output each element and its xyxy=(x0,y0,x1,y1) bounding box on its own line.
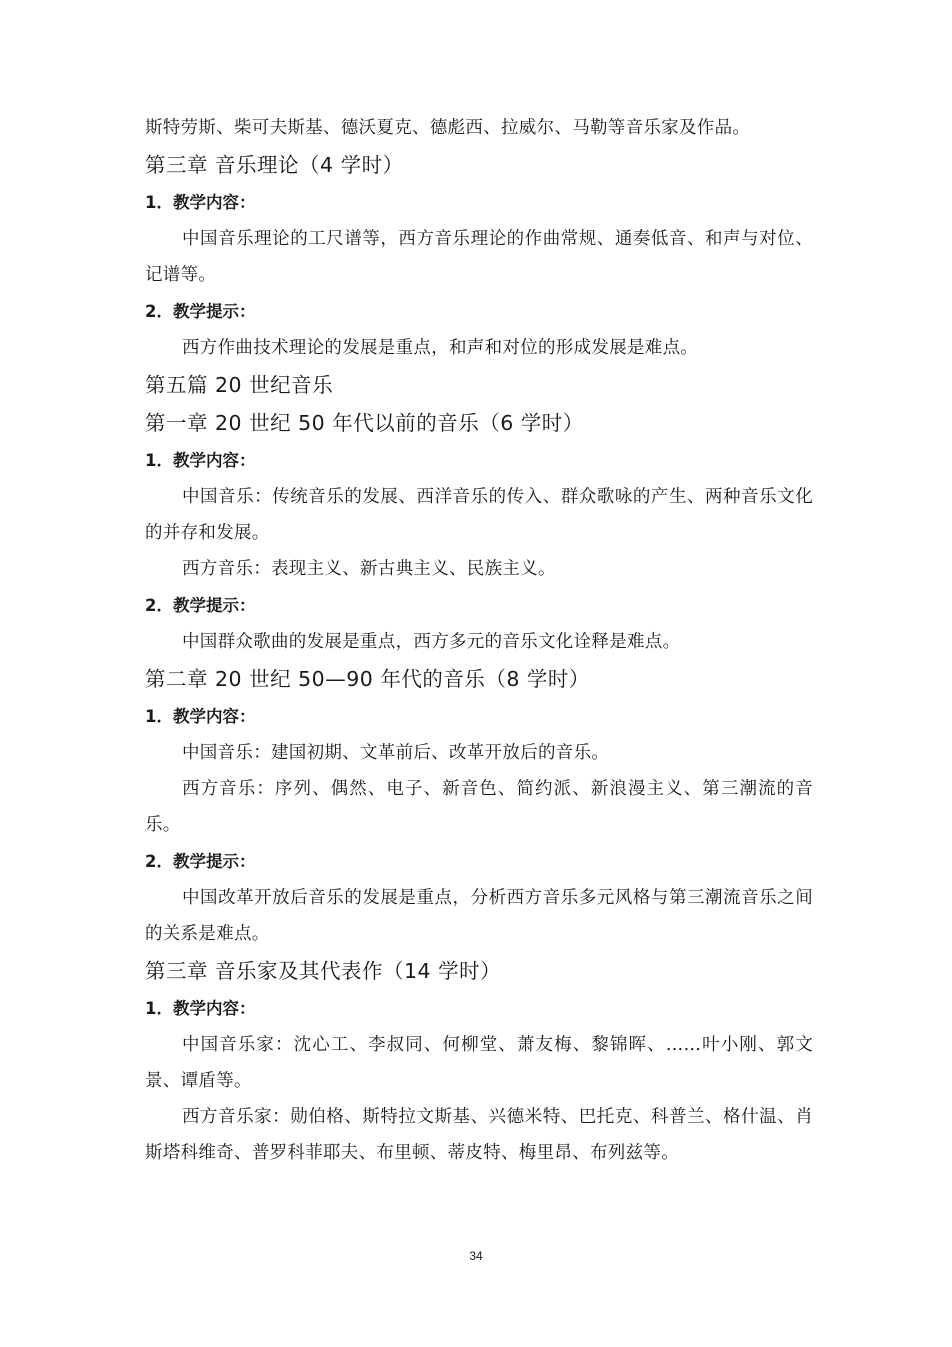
chapter-heading-music-theory: 第三章 音乐理论（4 学时） xyxy=(145,153,404,177)
subheading-teaching-hint: 2．教学提示： xyxy=(145,302,256,321)
page-content xyxy=(145,110,813,1171)
paragraph-ch2-hint: 中国改革开放后音乐的发展是重点，分析西方音乐多元风格与第三潮流音乐之间的关系是难点。 xyxy=(145,888,813,944)
paragraph-western-music: 西方音乐：序列、偶然、电子、新音色、简约派、新浪漫主义、第三潮流的音乐。 xyxy=(145,779,813,835)
paragraph-western-musicians: 西方音乐家：勋伯格、斯特拉文斯基、兴德米特、巴托克、科普兰、格什温、肖斯塔科维奇、普罗科菲耶夫、布里顿、蒂皮特、梅里昂、布列兹等。 xyxy=(145,1107,813,1163)
paragraph-chinese-music: 中国音乐：建国初期、文革前后、改革开放后的音乐。 xyxy=(182,743,610,763)
subheading-teaching-content: 1．教学内容： xyxy=(145,193,256,212)
page-number: 34 xyxy=(469,1249,483,1263)
paragraph-chinese-music: 中国音乐：传统音乐的发展、西洋音乐的传入、群众歌咏的产生、两种音乐文化的并存和发展。 xyxy=(145,487,813,543)
subheading-teaching-hint: 2．教学提示： xyxy=(145,852,256,871)
part-heading-20th-century: 第五篇 20 世纪音乐 xyxy=(145,373,334,397)
chapter-heading-musicians: 第三章 音乐家及其代表作（14 学时） xyxy=(145,959,502,983)
subheading-teaching-content: 1．教学内容： xyxy=(145,451,256,470)
paragraph-theory-hint: 西方作曲技术理论的发展是重点，和声和对位的形成发展是难点。 xyxy=(182,338,699,358)
paragraph-western-music: 西方音乐：表现主义、新古典主义、民族主义。 xyxy=(182,559,556,579)
continued-paragraph: 斯特劳斯、柴可夫斯基、德沃夏克、德彪西、拉威尔、马勒等音乐家及作品。 xyxy=(145,118,751,138)
paragraph-theory-content: 中国音乐理论的工尺谱等，西方音乐理论的作曲常规、通奏低音、和声与对位、记谱等。 xyxy=(145,229,813,285)
paragraph-ch1-hint: 中国群众歌曲的发展是重点，西方多元的音乐文化诠释是难点。 xyxy=(182,632,681,652)
chapter-heading-before-50s: 第一章 20 世纪 50 年代以前的音乐（6 学时） xyxy=(145,411,584,435)
subheading-teaching-content: 1．教学内容： xyxy=(145,999,256,1018)
paragraph-chinese-musicians: 中国音乐家：沈心工、李叔同、何柳堂、萧友梅、黎锦晖、……叶小刚、郭文景、谭盾等。 xyxy=(145,1035,813,1091)
subheading-teaching-hint: 2．教学提示： xyxy=(145,596,256,615)
chapter-heading-50s-90s: 第二章 20 世纪 50—90 年代的音乐（8 学时） xyxy=(145,667,590,691)
subheading-teaching-content: 1．教学内容： xyxy=(145,707,256,726)
